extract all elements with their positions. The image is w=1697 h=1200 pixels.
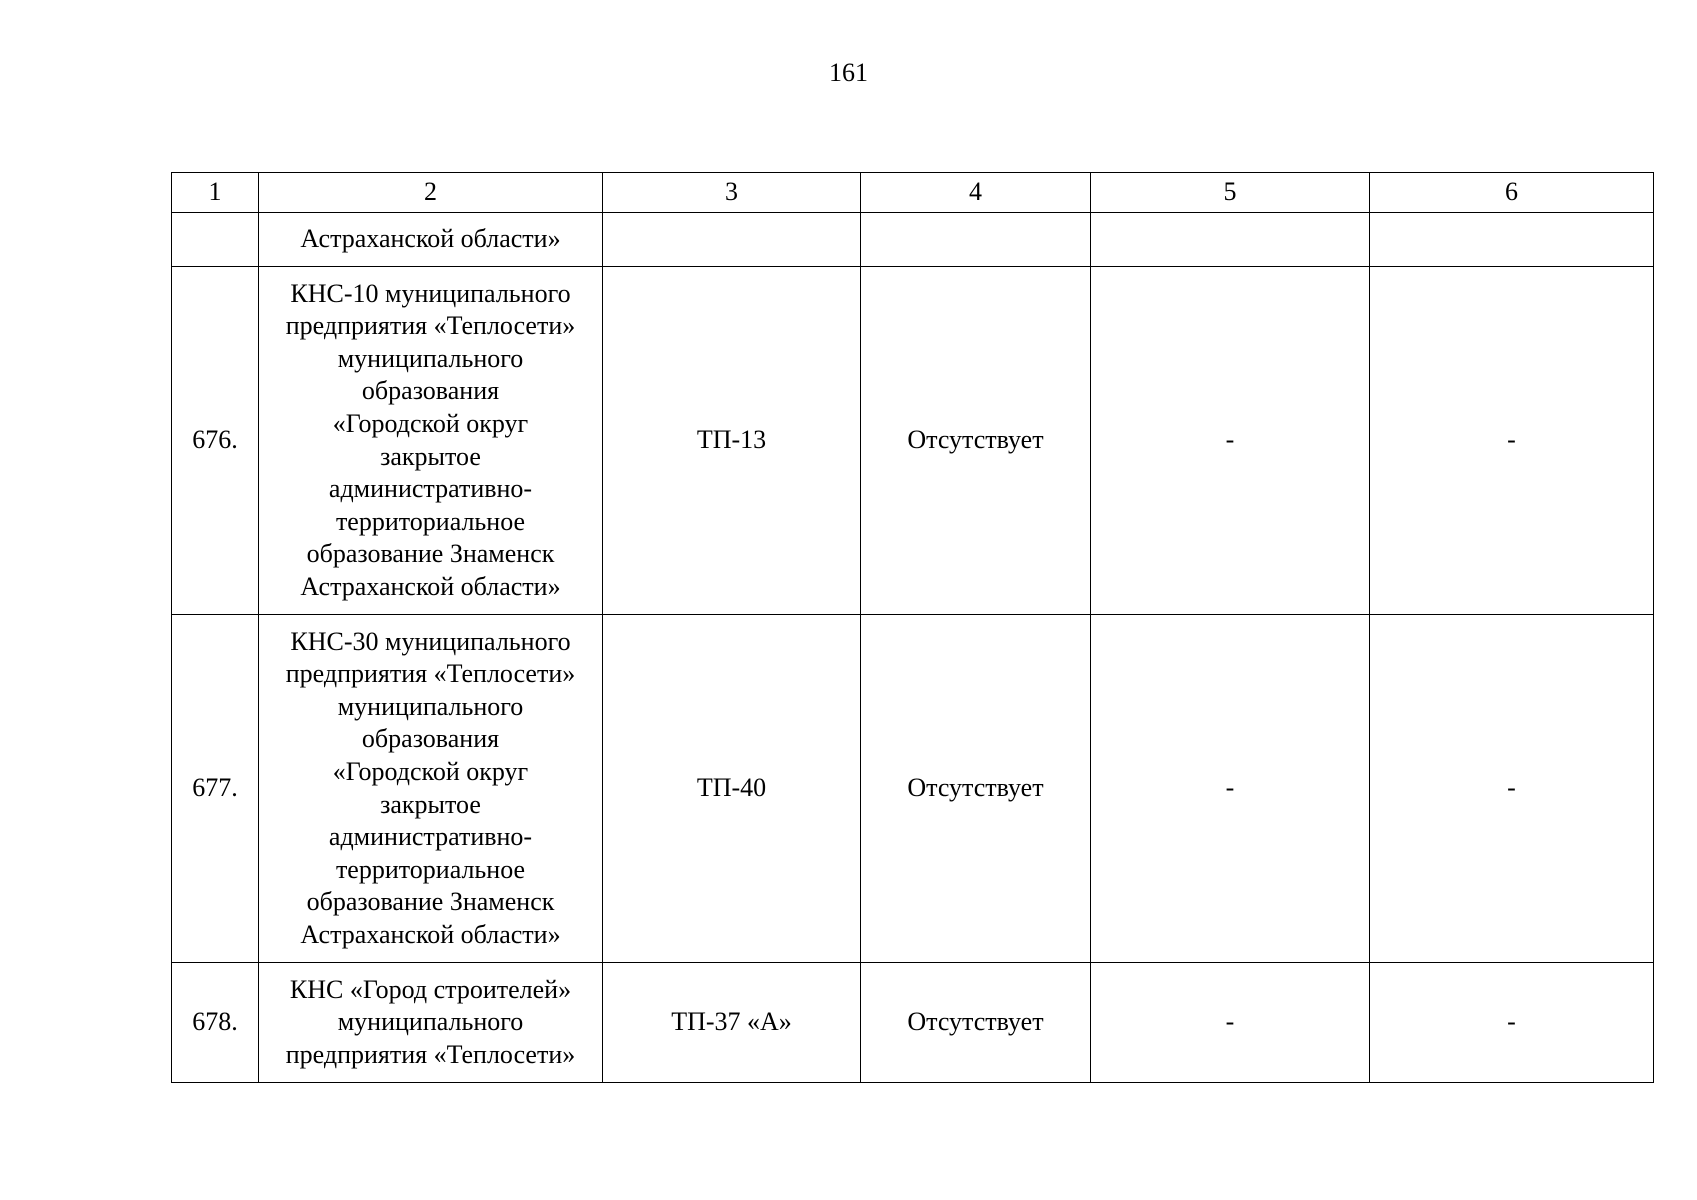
column-header: 4 [861,173,1091,213]
column-header: 1 [172,173,259,213]
column-header: 5 [1091,173,1370,213]
table-header-row [172,173,1654,213]
col5-cell [1091,213,1370,267]
object-name-cell: КНС «Город строителей» муниципального предприятия «Теплосети» [259,963,603,1083]
column-header: 2 [259,173,603,213]
row-number-cell: 678. [172,963,259,1083]
tp-cell: ТП-13 [603,267,861,615]
column-header: 3 [603,173,861,213]
status-cell: Отсутствует [861,615,1091,963]
col5-cell: - [1091,615,1370,963]
data-table [171,172,1654,1083]
row-number-cell: 676. [172,267,259,615]
col6-cell [1370,213,1654,267]
column-header: 6 [1370,173,1654,213]
page-number: 161 [829,58,868,87]
status-cell: Отсутствует [861,267,1091,615]
status-cell [861,213,1091,267]
table-row [172,963,1654,1083]
status-cell: Отсутствует [861,963,1091,1083]
col5-cell: - [1091,267,1370,615]
col6-cell: - [1370,615,1654,963]
tp-cell [603,213,861,267]
col5-cell: - [1091,963,1370,1083]
object-name-cell: КНС-10 муниципального предприятия «Теплосети» муниципального образования «Городской округ закрытое административно- территориальное образование Знаменск Астраханской области» [259,267,603,615]
table-row-continuation [172,213,1654,267]
col6-cell: - [1370,963,1654,1083]
row-number-cell: 677. [172,615,259,963]
col6-cell: - [1370,267,1654,615]
object-name-cell: Астраханской области» [259,213,603,267]
row-number-cell [172,213,259,267]
tp-cell: ТП-37 «А» [603,963,861,1083]
object-name-cell: КНС-30 муниципального предприятия «Теплосети» муниципального образования «Городской округ закрытое административно- территориальное образование Знаменск Астраханской области» [259,615,603,963]
table-row [172,615,1654,963]
tp-cell: ТП-40 [603,615,861,963]
table-row [172,267,1654,615]
